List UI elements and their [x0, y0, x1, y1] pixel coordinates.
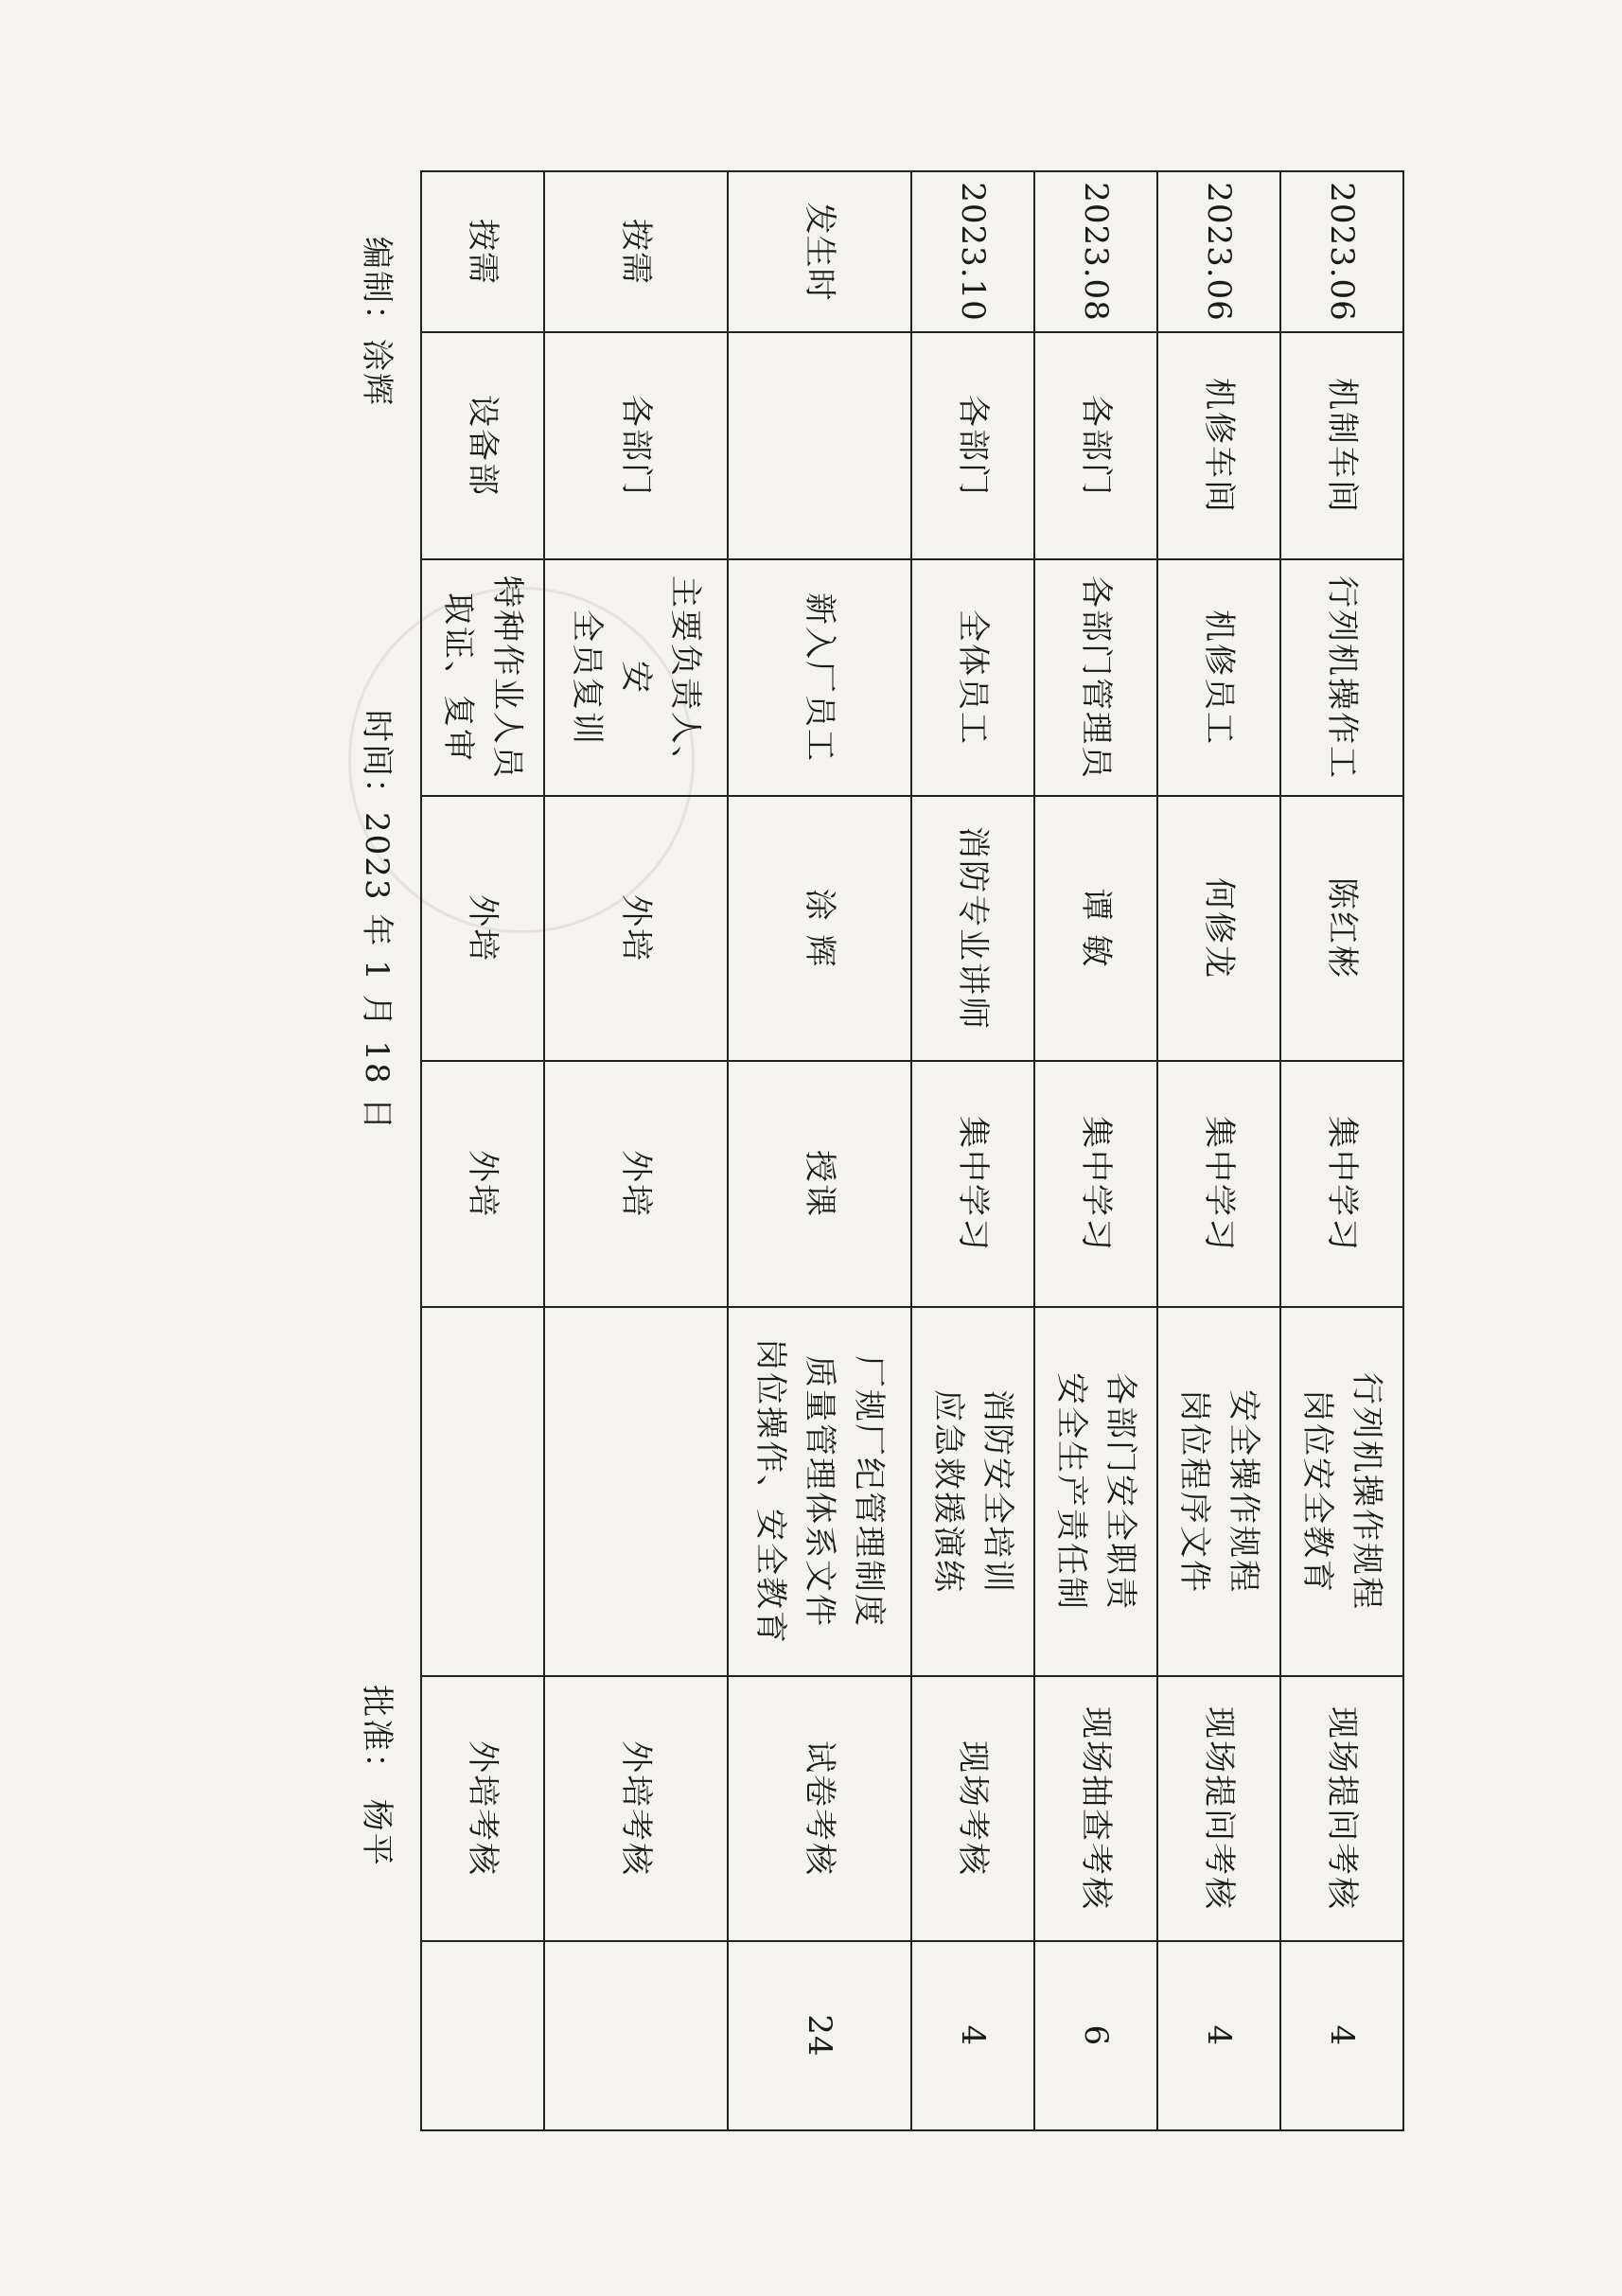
- cell-hours: 4: [1280, 1941, 1403, 2130]
- training-plan-table: [420, 170, 1404, 2131]
- compiler-label: 编制：涂辉: [358, 237, 396, 407]
- cell-method: 集中学习: [1034, 1061, 1157, 1307]
- cell-instructor: 消防专业讲师: [911, 796, 1034, 1061]
- cell-department: 机修车间: [1157, 332, 1280, 559]
- cell-trainees: 新入厂员工: [728, 559, 911, 796]
- cell-method: 集中学习: [1157, 1061, 1280, 1307]
- cell-content: [421, 1307, 544, 1676]
- cell-method: 外培: [544, 1061, 728, 1307]
- cell-method: 外培: [421, 1061, 544, 1307]
- table-row: [911, 171, 1034, 2130]
- cell-instructor: 外培: [421, 796, 544, 1061]
- cell-date: 按需: [421, 171, 544, 332]
- cell-method: 集中学习: [911, 1061, 1034, 1307]
- cell-date: 发生时: [728, 171, 911, 332]
- cell-content: 安全操作规程 岗位程序文件: [1157, 1307, 1280, 1676]
- table-row: [1157, 171, 1280, 2130]
- cell-instructor: 何修龙: [1157, 796, 1280, 1061]
- cell-date: 按需: [544, 171, 728, 332]
- cell-trainees: 各部门管理员: [1034, 559, 1157, 796]
- cell-department: 各部门: [544, 332, 728, 559]
- cell-assessment: 外培考核: [421, 1676, 544, 1941]
- cell-content: [544, 1307, 728, 1676]
- cell-content: 消防安全培训 应急救援演练: [911, 1307, 1034, 1676]
- cell-instructor: 外培: [544, 796, 728, 1061]
- table-row: [1034, 171, 1157, 2130]
- cell-instructor: 谭 敏: [1034, 796, 1157, 1061]
- cell-content: 各部门安全职责 安全生产责任制: [1034, 1307, 1157, 1676]
- cell-hours: [544, 1941, 728, 2130]
- cell-date: 2023.10: [911, 171, 1034, 332]
- cell-hours: 4: [911, 1941, 1034, 2130]
- cell-trainees: 特种作业人员 取证、复审: [421, 559, 544, 796]
- cell-trainees: 主要负责人、安 全员复训: [544, 559, 728, 796]
- cell-department: [728, 332, 911, 559]
- cell-assessment: 试卷考核: [728, 1676, 911, 1941]
- cell-date: 2023.06: [1157, 171, 1280, 332]
- cell-hours: 24: [728, 1941, 911, 2130]
- table-row: [421, 171, 544, 2130]
- cell-assessment: 现场抽查考核: [1034, 1676, 1157, 1941]
- table-row: [1280, 171, 1403, 2130]
- cell-instructor: 涂 辉: [728, 796, 911, 1061]
- date-label: 时间：2023 年 1 月 18 日: [358, 710, 396, 1132]
- cell-assessment: 现场提问考核: [1280, 1676, 1403, 1941]
- cell-department: 各部门: [1034, 332, 1157, 559]
- cell-date: 2023.08: [1034, 171, 1157, 332]
- table-row: [728, 171, 911, 2130]
- cell-method: 集中学习: [1280, 1061, 1403, 1307]
- cell-department: 设备部: [421, 332, 544, 559]
- cell-department: 各部门: [911, 332, 1034, 559]
- cell-assessment: 外培考核: [544, 1676, 728, 1941]
- cell-hours: [421, 1941, 544, 2130]
- cell-trainees: 全体员工: [911, 559, 1034, 796]
- cell-content: 厂规厂纪管理制度 质量管理体系文件 岗位操作、安全教育: [728, 1307, 911, 1676]
- cell-method: 授课: [728, 1061, 911, 1307]
- cell-content: 行列机操作规程 岗位安全教育: [1280, 1307, 1403, 1676]
- cell-trainees: 机修员工: [1157, 559, 1280, 796]
- cell-trainees: 行列机操作工: [1280, 559, 1403, 796]
- cell-hours: 4: [1157, 1941, 1280, 2130]
- cell-assessment: 现场考核: [911, 1676, 1034, 1941]
- cell-department: 机制车间: [1280, 332, 1403, 559]
- cell-instructor: 陈红彬: [1280, 796, 1403, 1061]
- approver-label: 批准： 杨平: [358, 1685, 396, 1867]
- cell-date: 2023.06: [1280, 171, 1403, 332]
- cell-hours: 6: [1034, 1941, 1157, 2130]
- cell-assessment: 现场提问考核: [1157, 1676, 1280, 1941]
- table-row: [544, 171, 728, 2130]
